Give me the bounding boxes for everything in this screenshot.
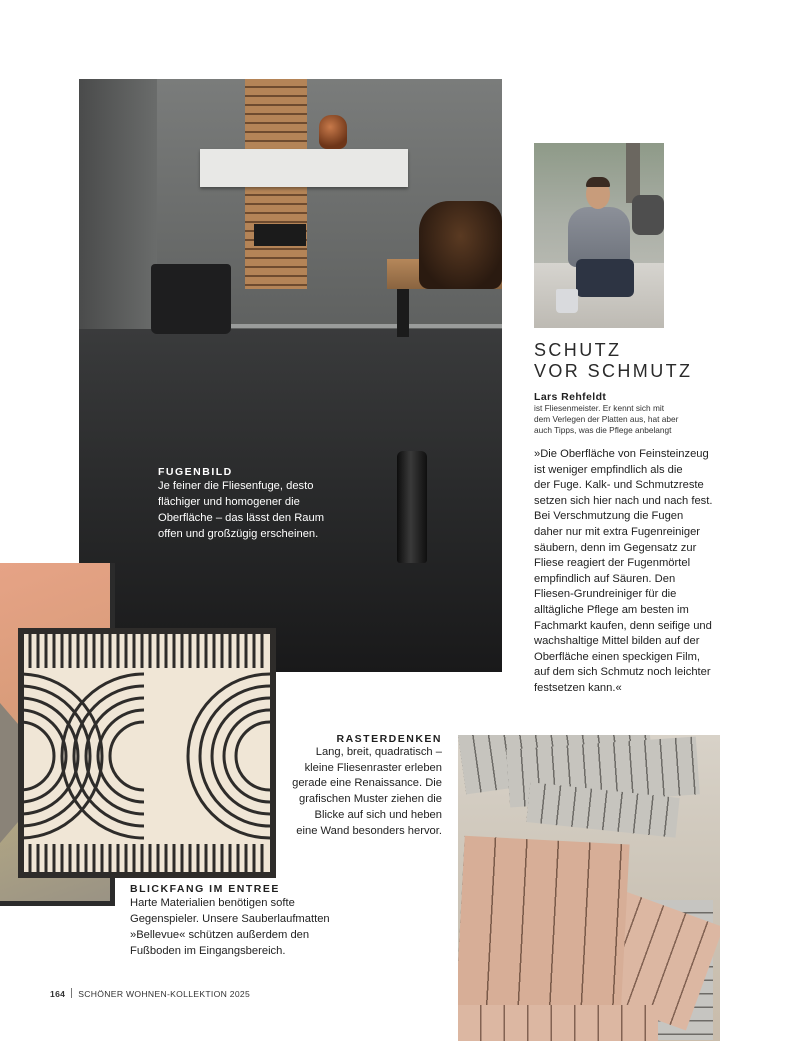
black-figurine [397, 451, 427, 563]
expert-quote [534, 447, 724, 697]
caption-line: gerade eine Renaissance. Die [292, 777, 442, 790]
caption-line: Oberfläche – das lässt den Raum [158, 512, 325, 524]
pink-tile-sheet [458, 1005, 658, 1041]
quote-line: »Die Oberfläche von Feinsteinzeug [534, 448, 709, 460]
front-doormat [18, 628, 276, 878]
caption-line: Gegenspieler. Unsere Sauberlaufmatten [130, 913, 330, 925]
person-body [568, 207, 630, 267]
quote-line: wachshaltige Mittel bilden auf der [534, 635, 700, 648]
desc-line: auch Tipps, was die Pflege anbelangt [534, 425, 672, 435]
quote-line: säubern, denn im Gegensatz zur [534, 541, 697, 554]
quote-line: Fliesen-Grundreiniger für die [534, 588, 677, 601]
copper-vase [319, 115, 347, 149]
quote-line: Fliese reagiert der Fugenmörtel [534, 557, 691, 570]
caption-line: Je feiner die Fliesenfuge, desto [158, 480, 314, 492]
raster-caption-heading: RASTERDENKEN [336, 733, 442, 745]
quote-line: auf dem sich Schmutz noch leichter [534, 666, 711, 679]
caption-line: Blicke auf sich und heben [314, 808, 442, 821]
page-footer [50, 988, 250, 999]
raster-caption [278, 733, 442, 839]
bench-leg [397, 289, 409, 337]
portrait-chair [632, 195, 664, 235]
hero-caption [158, 466, 368, 542]
person-description [534, 403, 714, 436]
hero-caption-heading: FUGENBILD [158, 466, 233, 478]
quote-line: daher nur mit extra Fugenreiniger [534, 525, 701, 538]
mat-caption-body [130, 895, 350, 959]
felt-basket [151, 264, 231, 334]
person-legs [576, 259, 634, 297]
article-title [534, 340, 784, 382]
quote-line: Fachmarkt kaufen, denn seifige und [534, 619, 712, 632]
tiler-portrait-photo [534, 143, 664, 328]
person-name: Lars Rehfeldt [534, 391, 607, 403]
desc-line: dem Verlegen der Platten aus, hat aber [534, 414, 679, 424]
portrait-shelf [626, 143, 640, 203]
caption-line: kleine Fliesenraster erleben [304, 761, 442, 774]
quote-line: alltägliche Pflege am besten im [534, 603, 689, 616]
caption-line: Fußboden im Eingangsbereich. [130, 945, 286, 957]
publication-name: SCHÖNER WOHNEN-KOLLEKTION 2025 [78, 989, 251, 999]
page-number: 164 [50, 989, 66, 999]
caption-line: grafischen Muster ziehen die [298, 793, 442, 806]
title-line: SCHUTZ [534, 340, 622, 360]
quote-line: setzen sich hier nach und nach fest. [534, 494, 713, 507]
wall-shelf [200, 149, 408, 187]
quote-line: empfindlich auf Säuren. Den [534, 572, 676, 585]
quote-line: ist weniger empfindlich als die [534, 463, 683, 476]
title-line: VOR SCHMUTZ [534, 361, 693, 381]
caption-line: »Bellevue« schützen außerdem den [130, 929, 310, 941]
quote-line: der Fuge. Kalk- und Schmutzreste [534, 479, 704, 492]
quote-line: festsetzen kann.« [534, 681, 622, 694]
person-hair [586, 177, 610, 187]
quote-line: Oberfläche einen speckigen Film, [534, 650, 701, 663]
quote-line: Bei Verschmutzung die Fugen [534, 510, 684, 523]
raster-caption-body [278, 745, 442, 839]
mat-caption-heading: BLICKFANG IM ENTREE [130, 883, 280, 895]
caption-line: offen und großzügig erscheinen. [158, 528, 319, 540]
hero-caption-body [158, 478, 368, 542]
caption-line: eine Wand besonders hervor. [296, 824, 442, 837]
caption-line: flächiger und homogener die [158, 496, 300, 508]
wall-box [254, 224, 306, 246]
tile-samples-photo [458, 735, 720, 1041]
pink-tile-sheet [458, 836, 630, 1024]
caption-line: Harte Materialien benötigen softe [130, 897, 295, 909]
footer-divider [71, 988, 72, 998]
desc-line: ist Fliesenmeister. Er kennt sich mit [534, 403, 665, 413]
coat-on-bench [419, 201, 502, 289]
arc-pattern [24, 634, 270, 872]
caption-line: Lang, breit, quadratisch – [315, 746, 442, 758]
hallway-photo [79, 79, 502, 672]
cleaner-bucket [556, 289, 578, 313]
mat-caption [130, 883, 350, 959]
